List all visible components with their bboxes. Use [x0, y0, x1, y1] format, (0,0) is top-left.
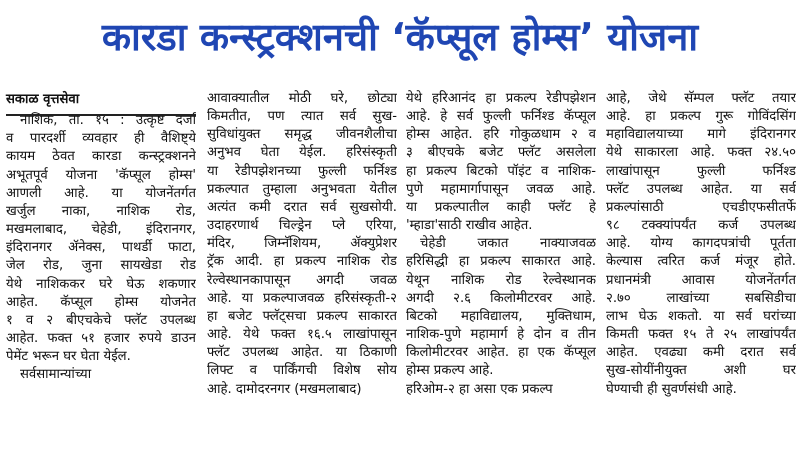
article-line: सुख-सोयींनीयुक्त अशी घर — [606, 363, 796, 379]
article-line: आहे. योग्य कागदपत्रांची पूर्तता — [606, 236, 796, 252]
article-column-1 — [6, 91, 196, 453]
article-line: किलोमीटरवर आहेत. हा एक कॅप्सूल — [406, 345, 596, 361]
article-column-4 — [606, 90, 796, 452]
article-line: येथे हरिआनंद हा प्रकल्प रेडीपझेशन — [406, 91, 596, 106]
article-line: होम्स प्रकल्प आहे. — [406, 363, 494, 379]
article-line: प्रकल्पात तुम्हाला अनुभवता येतील — [207, 181, 397, 197]
article-line: चेहेडी जकात नाक्याजवळ — [420, 236, 596, 252]
article-line: सर्वसामान्यांच्या — [20, 367, 92, 383]
article-line: आहे. हा प्रकल्प गुरू गोविंदसिंग — [606, 109, 796, 125]
article-line: फ्लॅट उपलब्ध आहेत. या ठिकाणी — [207, 345, 397, 361]
article-line: आहे. दामोदरनगर (मखमलाबाद) — [207, 381, 362, 397]
article-line: व पारदर्शी व्यवहार ही वैशिष्ट्ये — [6, 131, 196, 147]
column-3-text — [406, 90, 596, 399]
article-line: पुणे महामार्गापासून जवळ आहे. — [406, 181, 596, 197]
article-line: हरिओम-२ हा असा एक प्रकल्प — [406, 381, 553, 397]
article-line: इंदिरानगर ॲनेक्स, पाथर्डी फाटा, — [6, 240, 196, 256]
article-line: आहे. येथे फक्त १६.५ लाखांपासून — [207, 327, 397, 343]
article-line: आहेत. फक्त ५१ हजार रुपये डाउन — [6, 331, 196, 347]
article-line: लाभ घेऊ शकतो. या सर्व घरांच्या — [606, 308, 796, 324]
article-line: लिफ्ट व पार्किंगची विशेष सोय — [207, 363, 397, 379]
article-line: ३ बीएचके बजेट फ्लॅट असलेला — [406, 145, 596, 161]
article-line: नाशिक-पुणे महामार्ग हे दोन व तीन — [406, 327, 596, 343]
article-line: १ व २ बीएचकेचे फ्लॅट उपलब्ध — [6, 312, 196, 328]
article-line: आहे, जेथे सॅम्पल फ्लॅट तयार — [606, 91, 796, 106]
article-line: केल्यास त्वरित कर्ज मंजूर होते. — [606, 254, 796, 270]
article-line: या प्रकल्पातील काही फ्लॅट हे — [406, 199, 596, 215]
article-line: आहे. या प्रकल्पाजवळ हरिसंस्कृती-२ — [207, 290, 397, 306]
article-line: उदाहरणार्थ चिल्ड्रेन प्ले एरिया, — [207, 218, 397, 234]
column-2-text — [207, 90, 397, 399]
article-line: मंदिर, जिम्नॅशियम, ॲक्युप्रेशर — [207, 236, 397, 252]
article-line: ९८ टक्क्यांपर्यंत कर्ज उपलब्ध — [606, 218, 796, 234]
article-line: येथून नाशिक रोड रेल्वेस्थानक — [406, 272, 596, 288]
article-line: किमती फक्त १५ ते २५ लाखांपर्यंत — [606, 327, 796, 343]
article-line: लाखांपासून फुल्ली फर्निश्ड — [606, 163, 796, 179]
article-line: आणली आहे. या योजनेंतर्गत — [6, 185, 196, 201]
article-line: ट्रॅक आदी. हा प्रकल्प नाशिक रोड — [207, 254, 397, 270]
article-column-3 — [406, 90, 596, 452]
article-line: अत्यंत कमी दरात सर्व सुखसोयी. — [207, 199, 397, 215]
article-line: प्रधानमंत्री आवास योजनेंतर्गत — [606, 272, 796, 288]
article-line: आहेत. एवढ्या कमी दरात सर्व — [606, 345, 796, 361]
article-line: पेमेंट भरून घर घेता येईल. — [6, 349, 131, 365]
article-line: महाविद्यालयाच्या मागे इंदिरानगर — [606, 127, 796, 143]
article-column-2 — [207, 90, 397, 452]
article-line: आहेत. कॅप्सूल होम्स योजनेत — [6, 294, 196, 310]
article-line: येथे नाशिककर घरे घेऊ शकणार — [6, 276, 196, 292]
article-line: 'म्हाडा'साठी राखीव आहेत. — [406, 218, 533, 234]
article-line: नाशिक, ता. १५ : उत्कृष्ट दर्जा — [20, 113, 196, 129]
article-line: फ्लॅट उपलब्ध आहेत. या सर्व — [606, 181, 796, 197]
headline: कारडा कन्स्ट्रक्शनची ‘कॅप्सूल होम्स’ योजना — [101, 15, 699, 59]
article-line: आवाक्यातील मोठी घरे, छोट्या — [207, 91, 397, 106]
article-line: येथे साकारला आहे. फक्त २४.५० — [606, 145, 796, 161]
article-line: हा बजेट फ्लॅट्सचा प्रकल्प साकारत — [207, 308, 397, 324]
article-line: हरिसिद्धी हा प्रकल्प साकारत आहे. — [406, 254, 596, 270]
article-line: होम्स आहेत. हरि गोकुळधाम २ व — [406, 127, 596, 143]
article-line: घेण्याची ही सुवर्णसंधी आहे. — [606, 381, 737, 397]
column-4-text — [606, 90, 796, 399]
article-line: अभूतपूर्व योजना 'कॅप्सूल होम्स' — [6, 167, 196, 183]
article-line: सुविधांयुक्त समृद्ध जीवनशैलीचा — [207, 127, 397, 143]
article-line: अगदी २.६ किलोमीटरवर आहे. — [406, 290, 596, 306]
article-line: मखमलाबाद, चेहेडी, इंदिरानगर, — [6, 222, 196, 238]
article-line: कायम ठेवत कारडा कन्स्ट्रक्शनने — [6, 149, 196, 165]
article-line: जेल रोड, जुना सायखेडा रोड — [6, 258, 196, 274]
article-line: अनुभव घेता येईल. हरिसंस्कृती — [207, 145, 397, 161]
article-line: हा प्रकल्प बिटको पॉइंट व नाशिक- — [406, 163, 596, 179]
article-line: बिटको महाविद्यालय, मुक्तिधाम, — [406, 308, 596, 324]
byline: सकाळ वृत्तसेवा — [6, 92, 80, 107]
article-line: खर्जुल नाका, नाशिक रोड, — [6, 203, 196, 219]
column-1-text — [6, 112, 196, 384]
article-line: या रेडीपझेशनच्या फुल्ली फर्निश्ड — [207, 163, 397, 179]
article-line: प्रकल्पांसाठी एचडीएफसीतर्फे — [606, 199, 796, 215]
article-line: किमतीत, पण त्यात सर्व सुख- — [207, 109, 397, 125]
article-line: आहे. हे सर्व फुल्ली फर्निश्ड कॅप्सूल — [406, 109, 596, 125]
article-line: रेल्वेस्थानकापासून अगदी जवळ — [207, 272, 397, 288]
byline-rule — [6, 114, 196, 116]
article-line: २.७० लाखांच्या सबसिडीचा — [606, 290, 796, 306]
